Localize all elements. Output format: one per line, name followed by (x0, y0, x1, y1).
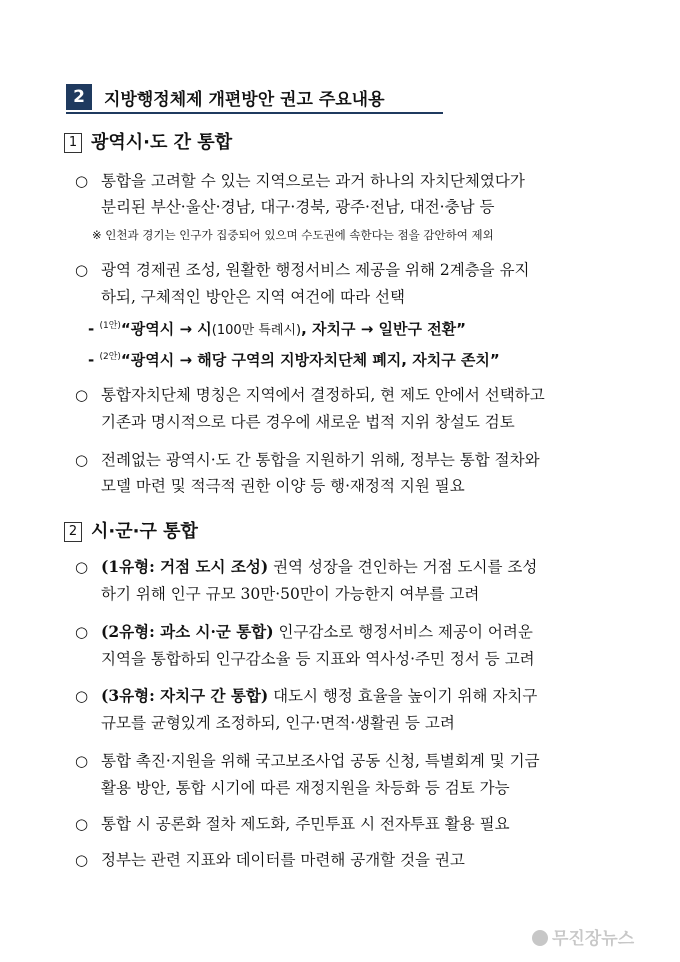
paragraph-line: 하되, 구체적인 방안은 지역 여건에 따라 선택 (101, 288, 406, 306)
option-2 (88, 349, 500, 370)
watermark (532, 924, 634, 949)
option-dash: - (88, 351, 95, 369)
option-label: (2안) (99, 352, 121, 362)
paragraph-line (101, 620, 533, 642)
bullet: ○ (75, 752, 89, 770)
paragraph-text: 인구감소로 행정서비스 제공이 어려운 (273, 623, 533, 641)
paragraph-text: 권역 성장을 견인하는 거점 도시를 조성 (268, 558, 538, 576)
bullet: ○ (75, 172, 89, 190)
option-1 (88, 318, 466, 339)
bullet: ○ (75, 687, 89, 705)
section2-heading (64, 517, 198, 543)
type-label: (3유형: 자치구 간 통합) (101, 686, 269, 705)
paragraph-line: 분리된 부산·울산·경남, 대구·경북, 광주·전남, 대전·충남 등 (101, 198, 495, 216)
bullet: ○ (75, 815, 89, 833)
paragraph-line: 광역 경제권 조성, 원활한 행정서비스 제공을 위해 2계층을 유지 (101, 261, 530, 279)
header-number: 2 (66, 84, 92, 110)
header-underline (66, 112, 443, 114)
paragraph-line: 활용 방안, 통합 시기에 따른 재정지원을 차등화 등 검토 가능 (101, 779, 510, 797)
section1-title: 광역시·도 간 통합 (91, 132, 233, 153)
bullet: ○ (75, 386, 89, 404)
watermark-logo-icon (532, 930, 548, 946)
paragraph-line: 통합 촉진·지원을 위해 국고보조사업 공동 신청, 특별회계 및 기금 (101, 752, 540, 770)
option-dash: - (88, 320, 95, 338)
paragraph-line: 정부는 관련 지표와 데이터를 마련해 공개할 것을 권고 (101, 851, 465, 869)
paragraph-line (101, 555, 537, 577)
section2-number-box: 2 (64, 522, 82, 542)
bullet: ○ (75, 558, 89, 576)
footnote: ※ 인천과 경기는 인구가 집중되어 있으며 수도권에 속한다는 점을 감안하여 제외 (92, 228, 494, 242)
watermark-text: 무진장뉴스 (552, 929, 635, 949)
bullet: ○ (75, 451, 89, 469)
paragraph-line (101, 684, 537, 706)
option-text: , 자치구 → 일반구 전환” (301, 320, 467, 338)
paragraph-line: 규모를 균형있게 조정하되, 인구·면적·생활권 등 고려 (101, 714, 455, 732)
paragraph-line: 기존과 명시적으로 다른 경우에 새로운 법적 지위 창설도 검토 (101, 413, 515, 431)
option-label: (1안) (99, 321, 121, 331)
section1-number-box: 1 (64, 133, 82, 153)
section1-heading (64, 128, 232, 154)
option-text: “광역시 → 해당 구역의 지방자치단체 폐지, 자치구 존치” (120, 351, 500, 369)
option-text-small: (100만 특례시) (211, 323, 302, 338)
paragraph-line: 통합자치단체 명칭은 지역에서 결정하되, 현 제도 안에서 선택하고 (101, 386, 545, 404)
option-text: “광역시 → 시 (120, 320, 212, 338)
paragraph-line: 통합을 고려할 수 있는 지역으로는 과거 하나의 자치단체였다가 (101, 172, 525, 190)
paragraph-line: 모델 마련 및 적극적 권한 이양 등 행·재정적 지원 필요 (101, 477, 465, 495)
paragraph-line: 하기 위해 인구 규모 30만·50만이 가능한지 여부를 고려 (101, 585, 480, 603)
paragraph-text: 대도시 행정 효율을 높이기 위해 자치구 (268, 687, 538, 705)
paragraph-line: 통합 시 공론화 절차 제도화, 주민투표 시 전자투표 활용 필요 (101, 815, 510, 833)
type-label: (2유형: 과소 시·군 통합) (101, 622, 274, 641)
paragraph-line: 전례없는 광역시·도 간 통합을 지원하기 위해, 정부는 통합 절차와 (101, 451, 540, 469)
bullet: ○ (75, 623, 89, 641)
type-label: (1유형: 거점 도시 조성) (101, 557, 269, 576)
section2-title: 시·군·구 통합 (91, 521, 198, 542)
paragraph-line: 지역을 통합하되 인구감소율 등 지표와 역사성·주민 정서 등 고려 (101, 650, 535, 668)
bullet: ○ (75, 851, 89, 869)
section-header (66, 82, 446, 112)
header-title: 지방행정체제 개편방안 권고 주요내용 (104, 90, 385, 110)
bullet: ○ (75, 261, 89, 279)
